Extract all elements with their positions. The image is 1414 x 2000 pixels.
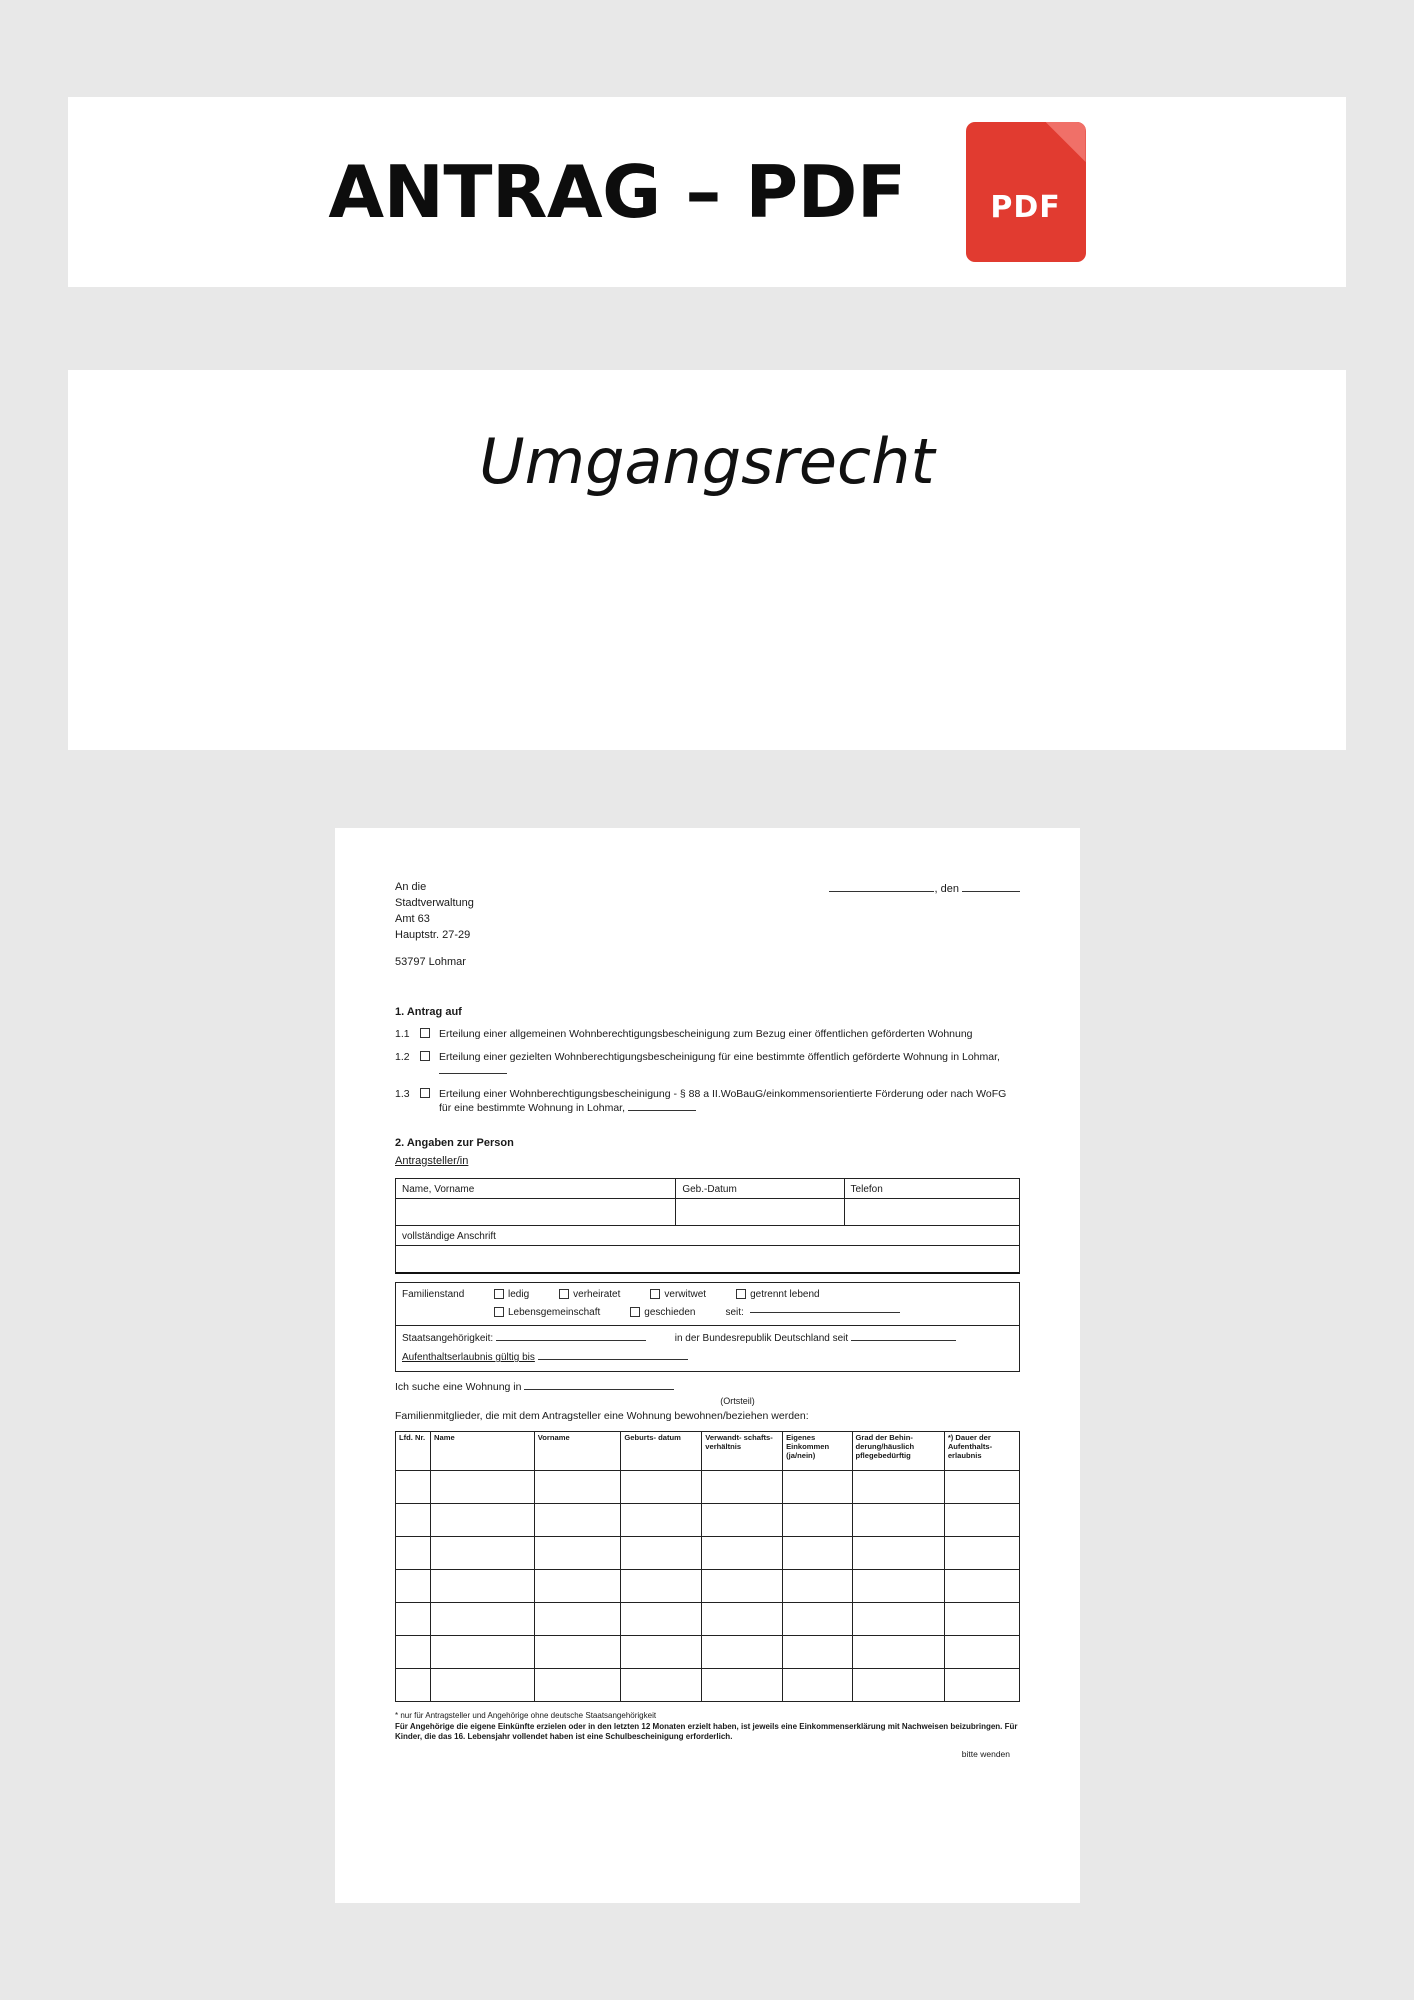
- cell-einkommen[interactable]: [783, 1668, 852, 1701]
- col-lfd-nr: Lfd. Nr.: [396, 1431, 431, 1470]
- cell-geburtsdatum[interactable]: [621, 1602, 702, 1635]
- cell-verwandtschaft[interactable]: [702, 1470, 783, 1503]
- cell-vorname[interactable]: [534, 1668, 621, 1701]
- option-1-3-blank-line[interactable]: [628, 1110, 696, 1111]
- option-1-3-number: 1.3: [395, 1087, 410, 1100]
- table-row[interactable]: [396, 1569, 1020, 1602]
- address-line-4: Hauptstr. 27-29: [395, 928, 471, 941]
- label-ledig: ledig: [508, 1288, 530, 1300]
- cell-behinderung[interactable]: [852, 1635, 944, 1668]
- place-date-field: [829, 880, 1020, 897]
- cell-vorname[interactable]: [534, 1470, 621, 1503]
- checkbox-geschieden[interactable]: [630, 1307, 640, 1317]
- cell-geburtsdatum[interactable]: [621, 1668, 702, 1701]
- option-1-3-text: [439, 1088, 1020, 1116]
- col-eigenes-einkommen: Eigenes Einkommen (ja/nein): [783, 1431, 852, 1470]
- applicant-name-value[interactable]: [396, 1199, 676, 1225]
- address-spacer: [395, 944, 474, 955]
- residence-permit-blank-line[interactable]: [538, 1359, 688, 1360]
- residence-permit-row: [396, 1351, 1019, 1371]
- cell-verwandtschaft[interactable]: [702, 1635, 783, 1668]
- cell-lfd-nr[interactable]: [396, 1470, 431, 1503]
- family-status-option-geschieden[interactable]: [630, 1306, 695, 1319]
- cell-aufenthalt[interactable]: [944, 1503, 1019, 1536]
- pdf-icon-label: PDF: [990, 190, 1061, 225]
- family-members-body[interactable]: [396, 1470, 1020, 1701]
- option-1-2-label: Erteilung einer gezielten Wohnberechtigungsbescheinigung für eine bestimmte öffentlich geförderte Wohnung in Lohmar,: [439, 1051, 1000, 1064]
- applicant-address-label: vollständige Anschrift: [402, 1230, 496, 1242]
- applicant-table-value-row[interactable]: [396, 1199, 1019, 1226]
- table-row[interactable]: [396, 1536, 1020, 1569]
- applicant-phone-header: Telefon: [850, 1183, 883, 1195]
- applicant-name-header: Name, Vorname: [396, 1179, 676, 1198]
- family-status-option-verwitwet[interactable]: [650, 1288, 706, 1301]
- cell-aufenthalt[interactable]: [944, 1569, 1019, 1602]
- cell-name[interactable]: [431, 1668, 535, 1701]
- cell-lfd-nr[interactable]: [396, 1503, 431, 1536]
- search-location-row: [395, 1381, 1020, 1395]
- address-line-3: Amt 63: [395, 912, 430, 925]
- option-1-2-blank-line[interactable]: [439, 1073, 507, 1074]
- cell-name[interactable]: [431, 1503, 535, 1536]
- cell-vorname[interactable]: [534, 1536, 621, 1569]
- option-1-1-text: Erteilung einer allgemeinen Wohnberechtigungsbescheinigung zum Bezug einer öffentlichen geförderten Wohnung: [439, 1028, 973, 1041]
- cell-aufenthalt[interactable]: [944, 1668, 1019, 1701]
- cell-geburtsdatum[interactable]: [621, 1635, 702, 1668]
- option-1-2-text: [439, 1051, 1020, 1079]
- section-1-heading: 1. Antrag auf: [395, 1005, 462, 1018]
- address-line-1: An die: [395, 881, 427, 893]
- family-status-label: Familienstand: [402, 1288, 465, 1300]
- col-verwandtschaftsverhaeltnis: Verwandt- schafts- verhältnis: [702, 1431, 783, 1470]
- cell-name[interactable]: [431, 1536, 535, 1569]
- cell-verwandtschaft[interactable]: [702, 1668, 783, 1701]
- cell-name[interactable]: [431, 1470, 535, 1503]
- header-banner-inner: [328, 122, 1085, 262]
- table-row[interactable]: [396, 1668, 1020, 1701]
- family-status-option-verheiratet[interactable]: [559, 1288, 620, 1301]
- cell-name[interactable]: [431, 1602, 535, 1635]
- col-grad-behinderung: Grad der Behin- derung/häuslich pflegebedürftig: [852, 1431, 944, 1470]
- checkbox-lebensgemeinschaft[interactable]: [494, 1307, 504, 1317]
- cell-einkommen[interactable]: [783, 1536, 852, 1569]
- address-line-2: Stadtverwaltung: [395, 896, 474, 909]
- label-geschieden: geschieden: [644, 1306, 696, 1318]
- header-banner: [68, 97, 1346, 287]
- checkbox-verwitwet[interactable]: [650, 1289, 660, 1299]
- subtitle-card: [68, 370, 1346, 750]
- checkbox-option-1-1[interactable]: [420, 1028, 430, 1038]
- applicant-label: Antragsteller/in: [395, 1155, 469, 1168]
- cell-behinderung[interactable]: [852, 1536, 944, 1569]
- table-row[interactable]: [396, 1602, 1020, 1635]
- cell-lfd-nr[interactable]: [396, 1569, 431, 1602]
- cell-lfd-nr[interactable]: [396, 1602, 431, 1635]
- option-1-2-number: 1.2: [395, 1051, 410, 1064]
- applicant-address-value[interactable]: [396, 1246, 1019, 1272]
- option-1-3-label: Erteilung einer Wohnberechtigungsbescheinigung - § 88 a II.WoBauG/einkommensorientierte Förderung oder nach WoFG für eine bestimmte Wohnung in Lohmar,: [439, 1087, 1007, 1114]
- turn-page-note: bitte wenden: [961, 1749, 1010, 1760]
- checkbox-option-1-3[interactable]: [420, 1088, 430, 1098]
- table-row[interactable]: [396, 1470, 1020, 1503]
- cell-name[interactable]: [431, 1569, 535, 1602]
- col-name: Name: [431, 1431, 535, 1470]
- page-title: ANTRAG – PDF: [328, 150, 906, 234]
- document-preview[interactable]: [335, 828, 1080, 1903]
- label-verwitwet: verwitwet: [664, 1288, 707, 1300]
- cell-einkommen[interactable]: [783, 1602, 852, 1635]
- family-members-intro: Familienmitglieder, die mit dem Antragsteller eine Wohnung bewohnen/beziehen werden:: [395, 1410, 809, 1423]
- application-option-1-2[interactable]: [395, 1051, 1020, 1079]
- cell-verwandtschaft[interactable]: [702, 1602, 783, 1635]
- nationality-label: Staatsangehörigkeit:: [402, 1332, 494, 1344]
- cell-lfd-nr[interactable]: [396, 1536, 431, 1569]
- family-members-table[interactable]: [395, 1431, 1020, 1702]
- application-option-1-1[interactable]: [395, 1028, 1020, 1042]
- cell-aufenthalt[interactable]: [944, 1635, 1019, 1668]
- cell-verwandtschaft[interactable]: [702, 1536, 783, 1569]
- option-1-1-number: 1.1: [395, 1028, 410, 1041]
- cell-vorname[interactable]: [534, 1602, 621, 1635]
- den-label: , den: [934, 883, 959, 895]
- family-status-option-lebensgemeinschaft[interactable]: [494, 1306, 600, 1319]
- cell-behinderung[interactable]: [852, 1569, 944, 1602]
- application-option-1-3[interactable]: [395, 1088, 1020, 1116]
- family-status-since[interactable]: [725, 1306, 899, 1319]
- recipient-address: [395, 880, 474, 971]
- applicant-data-table: [395, 1178, 1020, 1274]
- cell-vorname[interactable]: [534, 1569, 621, 1602]
- family-status-row-1: [396, 1283, 1019, 1306]
- document-footnotes: [395, 1711, 1020, 1743]
- cell-lfd-nr[interactable]: [396, 1635, 431, 1668]
- label-lebensgemeinschaft: Lebensgemeinschaft: [508, 1306, 601, 1318]
- subtitle-text: Umgangsrecht: [479, 425, 935, 498]
- applicant-address-row: [396, 1226, 1019, 1246]
- cell-geburtsdatum[interactable]: [621, 1503, 702, 1536]
- cell-behinderung[interactable]: [852, 1668, 944, 1701]
- residence-permit-label: Aufenthaltserlaubnis gültig bis: [402, 1352, 535, 1364]
- footnote-line-1: * nur für Antragsteller und Angehörige ohne deutsche Staatsangehörigkeit: [395, 1710, 657, 1720]
- col-vorname: Vorname: [534, 1431, 621, 1470]
- family-status-option-ledig[interactable]: [494, 1288, 529, 1301]
- cell-behinderung[interactable]: [852, 1602, 944, 1635]
- cell-aufenthalt[interactable]: [944, 1536, 1019, 1569]
- cell-lfd-nr[interactable]: [396, 1668, 431, 1701]
- applicant-address-value-row[interactable]: [396, 1246, 1019, 1272]
- cell-name[interactable]: [431, 1635, 535, 1668]
- family-members-header-row: [396, 1431, 1020, 1470]
- cell-einkommen[interactable]: [783, 1635, 852, 1668]
- checkbox-getrennt-lebend[interactable]: [736, 1289, 746, 1299]
- pdf-file-icon: [966, 122, 1086, 262]
- cell-vorname[interactable]: [534, 1503, 621, 1536]
- family-status-row-2: [396, 1306, 1019, 1325]
- search-location-label: Ich suche eine Wohnung in: [395, 1381, 522, 1394]
- cell-geburtsdatum[interactable]: [621, 1569, 702, 1602]
- family-status-table: [395, 1282, 1020, 1373]
- nationality-row: [396, 1326, 1019, 1351]
- checkbox-ledig[interactable]: [494, 1289, 504, 1299]
- cell-aufenthalt[interactable]: [944, 1602, 1019, 1635]
- label-getrennt-lebend: getrennt lebend: [750, 1288, 820, 1300]
- in-germany-since-blank-line[interactable]: [851, 1340, 956, 1341]
- place-blank-line: [829, 891, 934, 892]
- cell-behinderung[interactable]: [852, 1470, 944, 1503]
- cell-geburtsdatum[interactable]: [621, 1470, 702, 1503]
- nationality-blank-line[interactable]: [496, 1340, 646, 1341]
- checkbox-verheiratet[interactable]: [559, 1289, 569, 1299]
- col-dauer-aufenthaltserlaubnis: *) Dauer der Aufenthalts- erlaubnis: [944, 1431, 1019, 1470]
- family-status-option-getrennt-lebend[interactable]: [736, 1288, 820, 1301]
- section-2-heading: 2. Angaben zur Person: [395, 1136, 514, 1149]
- col-geburtsdatum: Geburts- datum: [621, 1431, 702, 1470]
- document-header-row: [395, 880, 1020, 971]
- label-verheiratet: verheiratet: [573, 1288, 621, 1300]
- search-location-hint: (Ortsteil): [720, 1396, 755, 1407]
- date-blank-line: [962, 891, 1020, 892]
- cell-einkommen[interactable]: [783, 1569, 852, 1602]
- cell-einkommen[interactable]: [783, 1503, 852, 1536]
- footnote-line-2: Für Angehörige die eigene Einkünfte erzielen oder in den letzten 12 Monaten erzielt haben, ist jeweils eine Einkommenserklärung mit Nachweisen beizubringen. Für Kinder, die das 16. Lebensjahr vollendet haben ist eine Schulbescheinigung erforderlich.: [395, 1721, 1018, 1742]
- table-row[interactable]: [396, 1503, 1020, 1536]
- applicant-phone-value[interactable]: [845, 1199, 1019, 1225]
- checkbox-option-1-2[interactable]: [420, 1051, 430, 1061]
- since-label: seit:: [725, 1306, 744, 1318]
- in-germany-since-label: in der Bundesrepublik Deutschland seit: [674, 1332, 849, 1344]
- table-row[interactable]: [396, 1635, 1020, 1668]
- address-city: 53797 Lohmar: [395, 955, 466, 968]
- applicant-birthdate-header: Geb.-Datum: [676, 1179, 844, 1198]
- cell-einkommen[interactable]: [783, 1470, 852, 1503]
- cell-aufenthalt[interactable]: [944, 1470, 1019, 1503]
- since-blank-line[interactable]: [750, 1312, 900, 1313]
- cell-verwandtschaft[interactable]: [702, 1569, 783, 1602]
- applicant-birthdate-value[interactable]: [676, 1199, 844, 1225]
- cell-verwandtschaft[interactable]: [702, 1503, 783, 1536]
- cell-vorname[interactable]: [534, 1635, 621, 1668]
- cell-geburtsdatum[interactable]: [621, 1536, 702, 1569]
- search-location-blank-line[interactable]: [524, 1389, 674, 1390]
- cell-behinderung[interactable]: [852, 1503, 944, 1536]
- applicant-table-header-row: [396, 1179, 1019, 1199]
